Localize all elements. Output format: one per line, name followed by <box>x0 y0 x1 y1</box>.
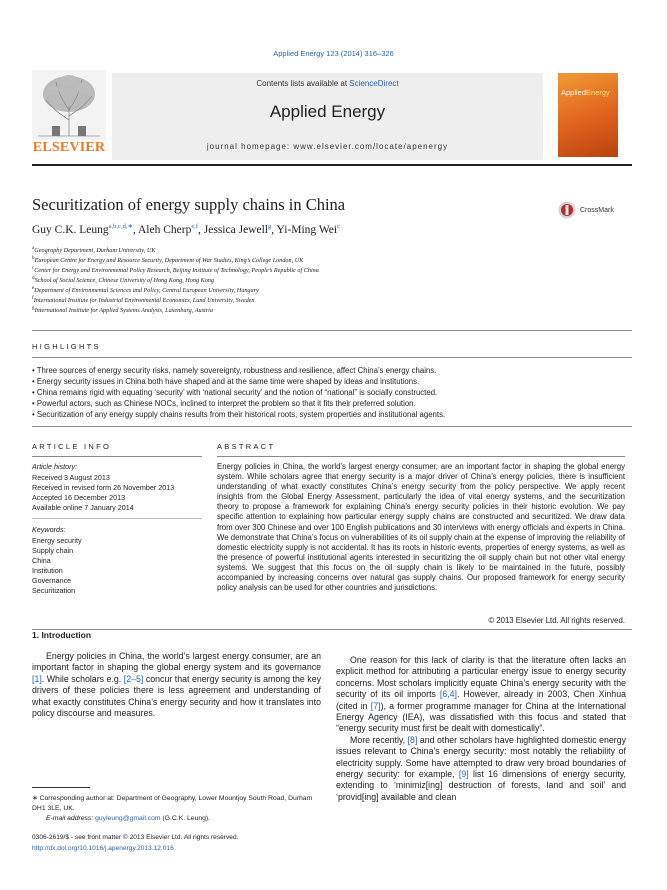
corresponding-author-note: ∗ Corresponding author at: Department of Geography, Lower Mountjoy South Road, Durham DH1 3LE, UK. <box>32 795 313 812</box>
keyword: Securitization <box>32 586 76 595</box>
highlights-rule-bottom <box>32 426 632 427</box>
header-rule <box>32 164 632 166</box>
journal-cover-image <box>558 73 618 157</box>
affiliation: $^f$International Institute for Industrial Environmental Economics, Lund University, Sweden <box>32 295 255 305</box>
history-online: Available online 7 January 2014 <box>32 503 134 512</box>
highlight-item: • Three sources of energy security risks, namely sovereignty, robustness and resilience, affect China’s energy chains. <box>32 366 437 375</box>
highlight-item: • Energy security issues in China both have shaped and at the same time were shaped by ideas and institutions. <box>32 377 420 386</box>
citation-link[interactable]: [2–5] <box>123 673 144 684</box>
keyword: Governance <box>32 576 72 585</box>
abstract-rule-bottom <box>32 629 632 630</box>
abstract-copyright: © 2013 Elsevier Ltd. All rights reserved. <box>488 616 625 625</box>
contents-line <box>112 79 543 88</box>
author-affiliation-marks[interactable]: c <box>337 223 340 230</box>
history-accepted: Accepted 16 December 2013 <box>32 493 126 502</box>
intro-paragraph: More recently, [8] and other scholars have highlighted domestic energy issues relevant to China’s energy security: most notably the reliability of electricity supply. Some have attempted to draw very broad boundaries of energy security: for example, [9] list 16 dimensions of energy security, extending to ‘minimiz[ing] destruction of forests, land and soil’ and ‘provid[ing] available and clean <box>336 734 626 802</box>
citation-link[interactable]: [8] <box>407 734 418 745</box>
keyword: Supply chain <box>32 546 74 555</box>
highlights-rule-top <box>32 330 632 331</box>
affiliation: $^a$Geography Department, Durham University, UK <box>32 245 156 255</box>
article-info-heading: ARTICLE INFO <box>32 442 112 451</box>
history-revised: Received in revised form 26 November 2013 <box>32 483 175 492</box>
keyword: Institution <box>32 566 63 575</box>
footnote-rule <box>32 787 90 788</box>
abstract-heading: ABSTRACT <box>217 442 276 451</box>
keywords-label: Keywords: <box>32 525 66 534</box>
email-line: E-mail address: guyleung@gmail.com (G.C.K. Leung). <box>46 815 211 822</box>
crossmark-label: CrossMark <box>580 206 614 214</box>
author-affiliation-marks[interactable]: a,b,c,d,∗ <box>108 223 133 230</box>
citation-link[interactable]: [6,4] <box>439 689 457 700</box>
doi-link-text[interactable]: http://dx.doi.org/10.1016/j.apenergy.2013.12.016 <box>32 845 174 852</box>
author-name[interactable]: Guy C.K. Leung <box>32 223 109 236</box>
affiliation: $^e$Department of Environmental Sciences and Policy, Central European University, Hungary <box>32 285 259 295</box>
keyword: China <box>32 556 51 565</box>
cover-title-b: Energy <box>586 88 610 97</box>
intro-column-right <box>336 655 626 803</box>
highlights-heading: HIGHLIGHTS <box>32 342 101 351</box>
keyword: Energy security <box>32 536 82 545</box>
contents-prefix: Contents lists available at <box>256 79 350 88</box>
cover-title-a: Applied <box>561 88 587 97</box>
crossmark-badge[interactable] <box>558 201 622 219</box>
author-list <box>32 222 340 236</box>
author-affiliation-marks[interactable]: g <box>267 223 272 230</box>
keywords-rule <box>32 518 202 519</box>
highlight-item: • China remains rigid with equating ‘security’ with ‘national security’ and the notion of “national” is socially constructed. <box>32 388 438 397</box>
highlights-rule <box>32 357 632 358</box>
affiliation: $^b$European Centre for Energy and Resource Security, Department of War Studies, King’s College London, UK <box>32 255 304 265</box>
article-info-rule <box>32 456 202 457</box>
author-name[interactable]: , Aleh Cherp <box>132 223 192 236</box>
citation-link[interactable]: [7] <box>370 700 381 711</box>
sciencedirect-link[interactable]: ScienceDirect <box>349 79 399 88</box>
homepage-url[interactable]: www.elsevier.com/locate/apenergy <box>293 142 449 151</box>
homepage-prefix: journal homepage: <box>206 142 294 151</box>
paper-title: Securitization of energy supply chains in China <box>32 195 346 214</box>
citation-link[interactable]: [1] <box>32 673 42 684</box>
abstract-rule <box>217 456 625 457</box>
author-affiliation-marks[interactable]: e,f <box>191 223 199 230</box>
abstract-text: Energy policies in China, the world’s largest energy consumer, are an important factor in shaping the global energy system. While scholars agree that energy security is a major driver of China’s energy policies, there is insufficient understanding of what exactly constitutes China’s energy security from the policy perspective. We apply recent insights from the Global Energy Assessment, particularly the idea of vital energy systems, and the securitization theory to propose a framework for explaining China’s energy security policies in their historic evolution. We pay specific attention to explaining how particular energy supply chains are constructed and securitized. We draw data from over 300 Chinese and over 100 English publications and 30 interviews with energy officials and experts in China. We demonstrate that China’s focus on vulnerabilities of its oil supply chain at the expense of improving the reliability of domestic electricity supply is not accidental. It has its roots in historic events, properties of energy systems, as well as the presence of powerful institutional agents interested in securitizing the oil supply chain but not other vital energy systems. We suggest that this focus on the oil supply chain is likely to be maintained in the future, possibly accompanied by increasing concerns over natural gas supply chains. Our proposed framework for energy security policy analysis can be used for other countries and jurisdictions. <box>217 462 625 593</box>
author-name[interactable]: , Jessica Jewell <box>198 223 268 236</box>
citation-link[interactable]: [9] <box>458 769 469 780</box>
section-heading-introduction: 1. Introduction <box>32 630 92 640</box>
highlight-item: • Powerful actors, such as Chinese NOCs, inclined to interpret the problem so that it fits their preferred solution. <box>32 399 416 408</box>
issn-line: 0306-2619/$ - see front matter © 2013 Elsevier Ltd. All rights reserved. <box>32 834 239 841</box>
author-name[interactable]: , Yi-Ming Wei <box>271 223 338 236</box>
affiliation: $^d$School of Social Science, Chinese University of Hong Kong, Hong Kong <box>32 275 214 285</box>
history-received: Received 3 August 2013 <box>32 473 110 482</box>
history-label: Article history: <box>32 462 78 471</box>
journal-reference[interactable]: Applied Energy 123 (2014) 316–326 <box>273 49 394 58</box>
crossmark-icon <box>558 201 576 219</box>
publisher-name: ELSEVIER <box>32 140 106 155</box>
email-link[interactable]: guyleung@gmail.com <box>95 815 161 822</box>
intro-paragraph: One reason for this lack of clarity is that the literature often lacks an explicit method for attributing a particular energy issue to energy security concerns. Most scholars implicitly equate China’s energy security with the security of its oil imports [6,4]. However, already in 2003, Chen Xinhua (cited in [7]), a former programme manager for China at the International Energy Agency (IEA), was dissatisfied with this focus and stated that “energy security must first be dealt with domestically”. <box>336 655 627 734</box>
journal-homepage <box>112 142 543 151</box>
doi-link[interactable] <box>32 845 174 852</box>
affiliation: $^c$Center for Energy and Environmental Policy Research, Beijing Institute of Technology, People’s Republic of China <box>32 265 319 275</box>
journal-title: Applied Energy <box>269 102 386 121</box>
highlight-item: • Securitization of any energy supply chains results from their historical roots, system properties and institutional agents. <box>32 410 446 419</box>
cover-title <box>561 89 610 97</box>
affiliation: $^g$International Institute for Applied Systems Analysis, Laxenburg, Austria <box>32 305 213 315</box>
intro-paragraph-left: Energy policies in China, the world’s largest energy consumer, are an important factor in shaping the global energy system and its governance [1]. While scholars e.g. [2–5] concur that energy security is among the key drivers of these policies there is less agreement and understanding of what exactly constitutes China’s energy security and how it translates into policy discourse and measures. <box>32 651 321 719</box>
